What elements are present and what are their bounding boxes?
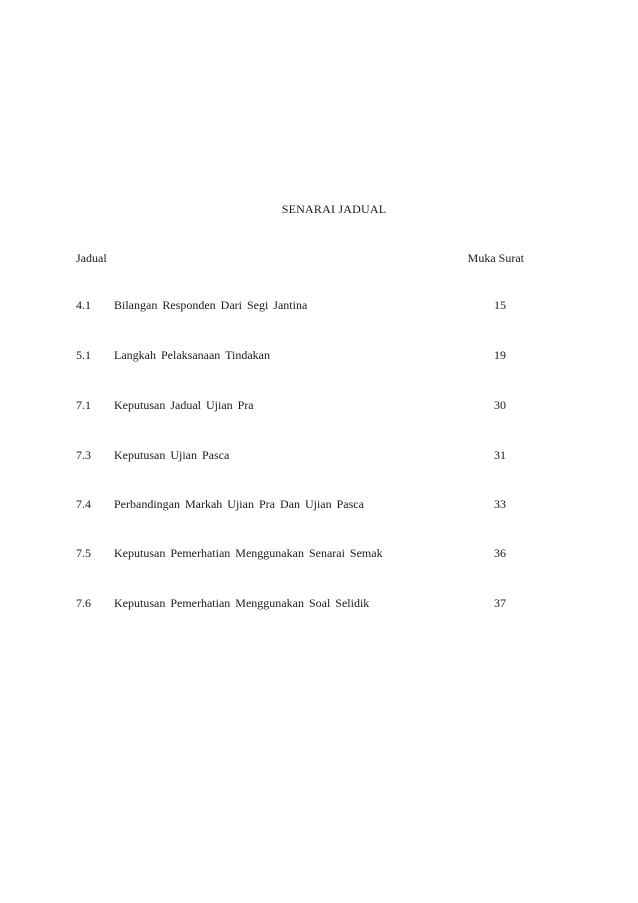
column-header-table: Jadual [76,251,107,265]
toc-row [76,546,506,562]
toc-title: Keputusan Pemerhatian Menggunakan Soal Selidik [114,596,370,610]
toc-page: 31 [494,448,506,462]
toc-page: 15 [494,298,506,312]
toc-title: Keputusan Ujian Pasca [114,448,230,462]
toc-number: 5.1 [76,348,91,362]
toc-title: Keputusan Pemerhatian Menggunakan Senarai Semak [114,546,383,560]
toc-number: 7.5 [76,546,91,560]
toc-row [76,298,506,314]
toc-number: 7.1 [76,398,91,412]
toc-number: 7.4 [76,497,91,511]
toc-row [76,348,506,364]
toc-title: Keputusan Jadual Ujian Pra [114,398,254,412]
toc-row [76,497,506,513]
toc-page: 37 [494,596,506,610]
toc-page: 19 [494,348,506,362]
toc-row [76,448,506,464]
toc-title: Bilangan Responden Dari Segi Jantina [114,298,308,312]
page-title: SENARAI JADUAL [281,202,387,216]
toc-page: 30 [494,398,506,412]
toc-page: 36 [494,546,506,560]
toc-number: 4.1 [76,298,91,312]
column-header-page: Muka Surat [467,251,524,265]
toc-row [76,398,506,414]
toc-number: 7.6 [76,596,91,610]
toc-title: Langkah Pelaksanaan Tindakan [114,348,270,362]
toc-number: 7.3 [76,448,91,462]
toc-row [76,596,506,612]
toc-page: 33 [494,497,506,511]
toc-title: Perbandingan Markah Ujian Pra Dan Ujian Pasca [114,497,364,511]
